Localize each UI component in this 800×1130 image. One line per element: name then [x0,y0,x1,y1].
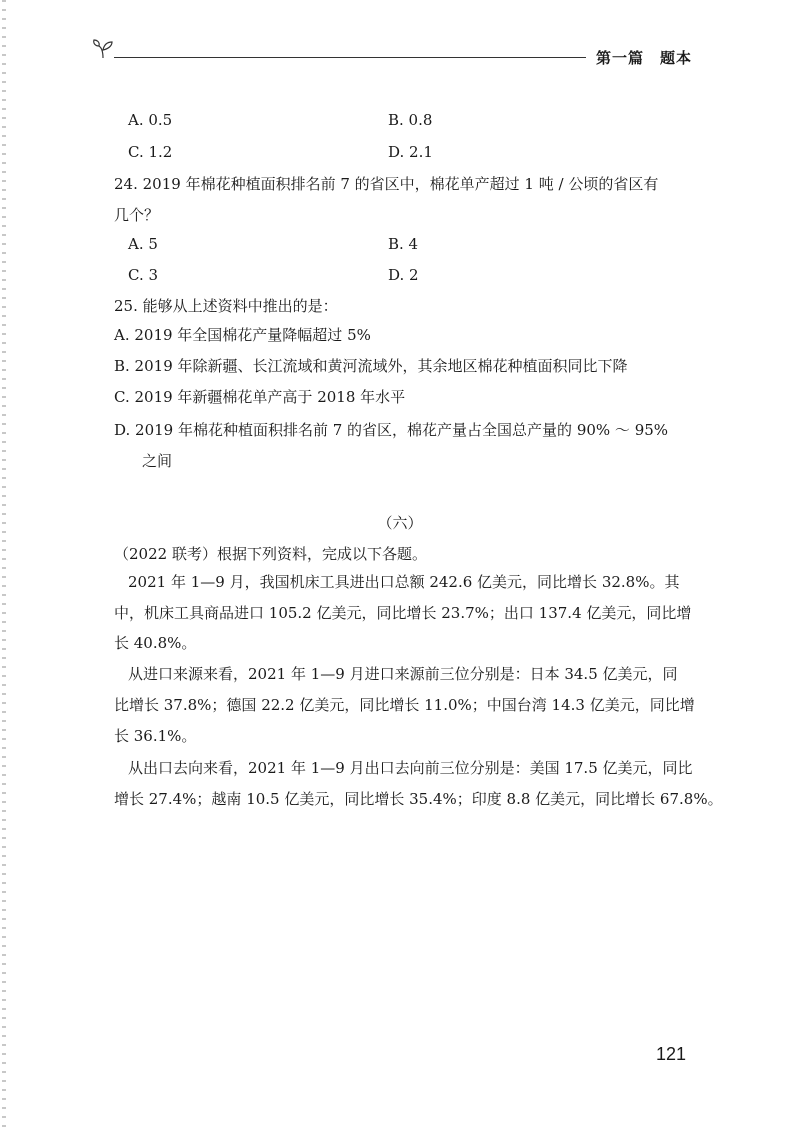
para-2-line-1: 从进口来源来看，2021 年 1—9 月进口来源前三位分别是：日本 34.5 亿美元，同 [128,665,678,683]
sprout-icon [92,36,114,60]
para-3-line-2: 增长 27.4%；越南 10.5 亿美元，同比增长 35.4%；印度 8.8 亿美元，同比增长 67.8%。 [114,790,723,808]
q23-option-b: B. 0.8 [388,111,433,129]
q23-option-d: D. 2.1 [388,143,433,161]
q24-option-a: A. 5 [128,235,158,253]
header-rule [114,57,586,58]
para-1-line-1: 2021 年 1—9 月，我国机床工具进出口总额 242.6 亿美元，同比增长 32.8%。其 [128,573,680,591]
q25-option-b: B. 2019 年除新疆、长江流域和黄河流域外，其余地区棉花种植面积同比下降 [114,357,628,375]
header-title: 第一篇 题本 [595,49,692,67]
q24-stem-cont: 几个？ [114,206,160,224]
section-intro: （2022 联考）根据下列资料，完成以下各题。 [114,545,427,563]
para-3-line-1: 从出口去向来看，2021 年 1—9 月出口去向前三位分别是：美国 17.5 亿美元，同比 [128,759,693,777]
q25-option-d-cont: 之间 [142,452,173,470]
q24-option-d: D. 2 [388,266,419,284]
q25-stem: 25. 能够从上述资料中推出的是： [114,297,338,315]
para-1-line-3: 长 40.8%。 [114,634,197,652]
section-title: （六） [377,514,423,532]
q25-option-c: C. 2019 年新疆棉花单产高于 2018 年水平 [114,388,406,406]
q25-option-d: D. 2019 年棉花种植面积排名前 7 的省区，棉花产量占全国总产量的 90% ～ 95% [114,421,669,439]
para-2-line-3: 长 36.1%。 [114,727,197,745]
q25-option-a: A. 2019 年全国棉花产量降幅超过 5% [114,326,371,344]
q23-option-a: A. 0.5 [128,111,173,129]
q23-option-c: C. 1.2 [128,143,173,161]
binding-edge [2,0,6,1130]
q24-stem: 24. 2019 年棉花种植面积排名前 7 的省区中，棉花单产超过 1 吨 / 公顷的省区有 [114,175,659,193]
q24-option-b: B. 4 [388,235,419,253]
page-number: 121 [656,1044,687,1064]
para-1-line-2: 中，机床工具商品进口 105.2 亿美元，同比增长 23.7%；出口 137.4 亿美元，同比增 [114,604,692,622]
para-2-line-2: 比增长 37.8%；德国 22.2 亿美元，同比增长 11.0%；中国台湾 14.3 亿美元，同比增 [114,696,695,714]
running-header [92,36,704,66]
q24-option-c: C. 3 [128,266,159,284]
